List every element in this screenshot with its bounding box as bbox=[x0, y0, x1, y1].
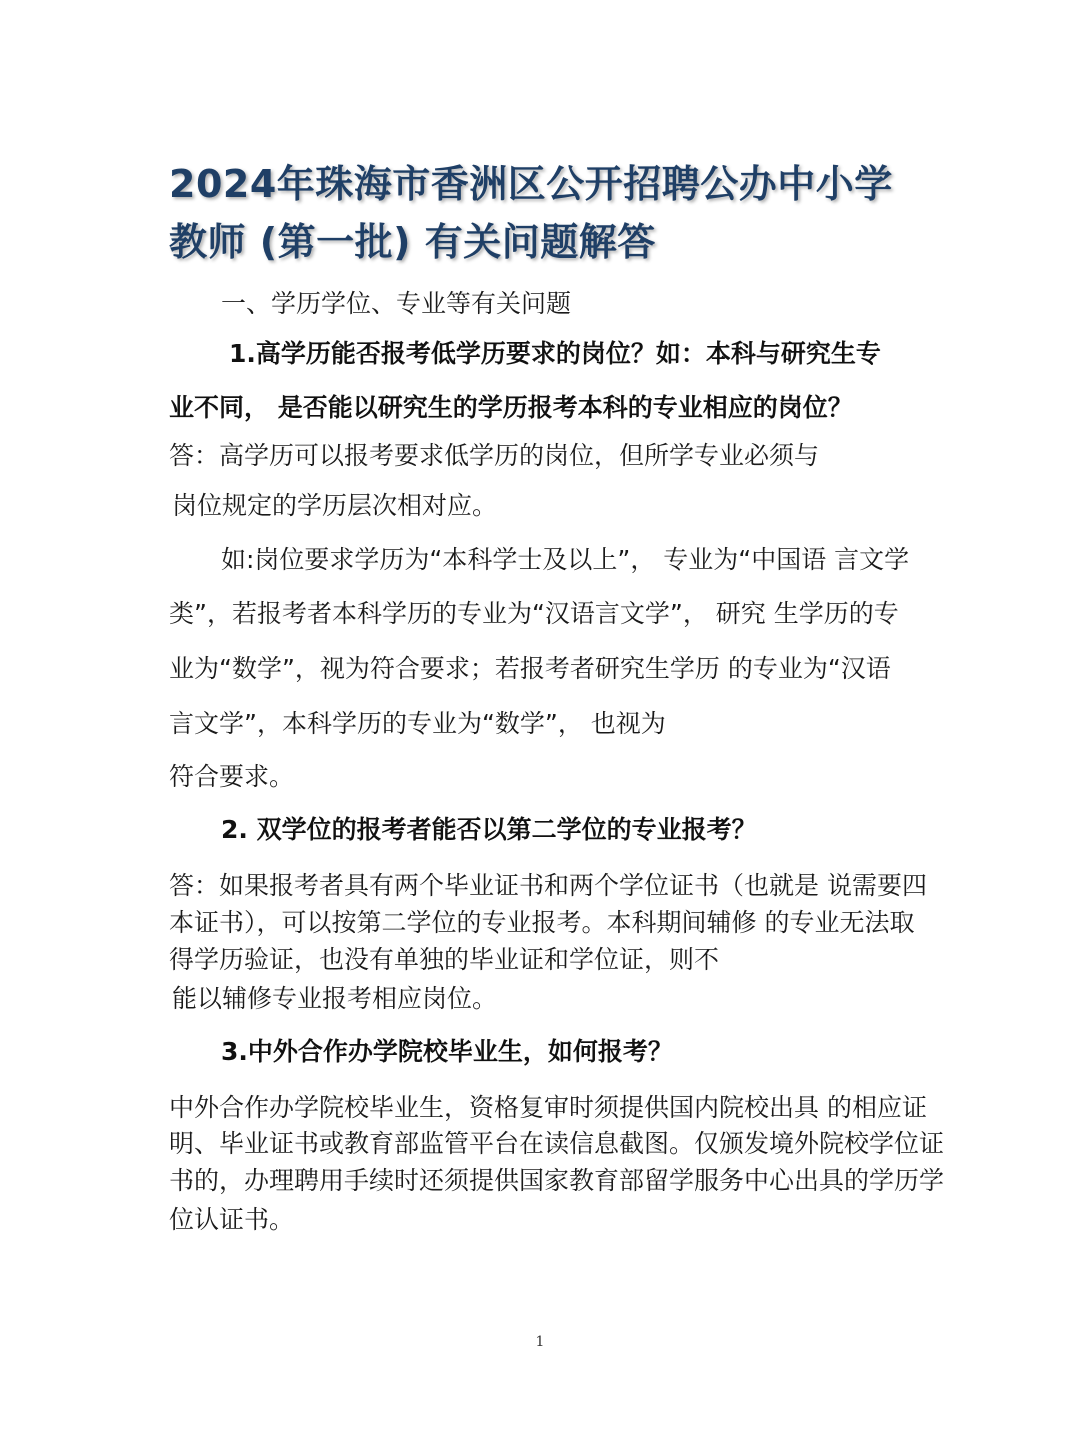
page-number: 1 bbox=[535, 1334, 545, 1350]
answer-2-line-2: 本证书），可以按第二学位的专业报考。本科期间辅修 的专业无法取 bbox=[169, 908, 915, 937]
section-heading: 一、学历学位、专业等有关问题 bbox=[221, 289, 572, 318]
answer-1-line-2: 岗位规定的学历层次相对应。 bbox=[172, 491, 498, 520]
answer-1-line-1: 答：高学历可以报考要求低学历的岗位，但所学专业必须与 bbox=[169, 441, 820, 470]
doc-title-line-2: 教师 (第一批) 有关问题解答 bbox=[169, 220, 656, 264]
answer-1-example-line-3: 业为“数学”，视为符合要求；若报考者研究生学历 的专业为“汉语 bbox=[169, 654, 891, 683]
answer-1-example-line-1: 如:岗位要求学历为“本科学士及以上”， 专业为“中国语 言文学 bbox=[221, 545, 910, 574]
answer-2-line-1: 答：如果报考者具有两个毕业证书和两个学位证书（也就是 说需要四 bbox=[169, 871, 927, 900]
answer-1-example-line-2: 类”，若报考者本科学历的专业为“汉语言文学”， 研究 生学历的专 bbox=[169, 599, 899, 628]
answer-2-line-4: 能以辅修专业报考相应岗位。 bbox=[172, 984, 498, 1013]
question-1-line-2: 业不同， 是否能以研究生的学历报考本科的专业相应的岗位？ bbox=[169, 393, 853, 422]
answer-3-line-1: 中外合作办学院校毕业生，资格复审时须提供国内院校出具 的相应证 bbox=[169, 1093, 927, 1122]
doc-title-line-1: 2024年珠海市香洲区公开招聘公办中小学 bbox=[169, 162, 893, 206]
answer-1-example-line-4: 言文学”，本科学历的专业为“数学”， 也视为 bbox=[169, 709, 666, 738]
answer-3-line-4: 位认证书。 bbox=[169, 1205, 295, 1234]
question-2: 2. 双学位的报考者能否以第二学位的专业报考？ bbox=[221, 815, 757, 844]
answer-3-line-2: 明、毕业证书或教育部监管平台在读信息截图。仅颁发境外院校学位证 bbox=[169, 1129, 945, 1158]
answer-2-line-3: 得学历验证，也没有单独的毕业证和学位证，则不 bbox=[169, 945, 720, 974]
answer-1-example-line-5: 符合要求。 bbox=[169, 762, 295, 791]
question-1-line-1: 1.高学历能否报考低学历要求的岗位？如：本科与研究生专 bbox=[229, 339, 881, 368]
answer-3-line-3: 书的，办理聘用手续时还须提供国家教育部留学服务中心出具的学历学 bbox=[169, 1166, 945, 1195]
question-3: 3.中外合作办学院校毕业生，如何报考？ bbox=[221, 1037, 673, 1066]
